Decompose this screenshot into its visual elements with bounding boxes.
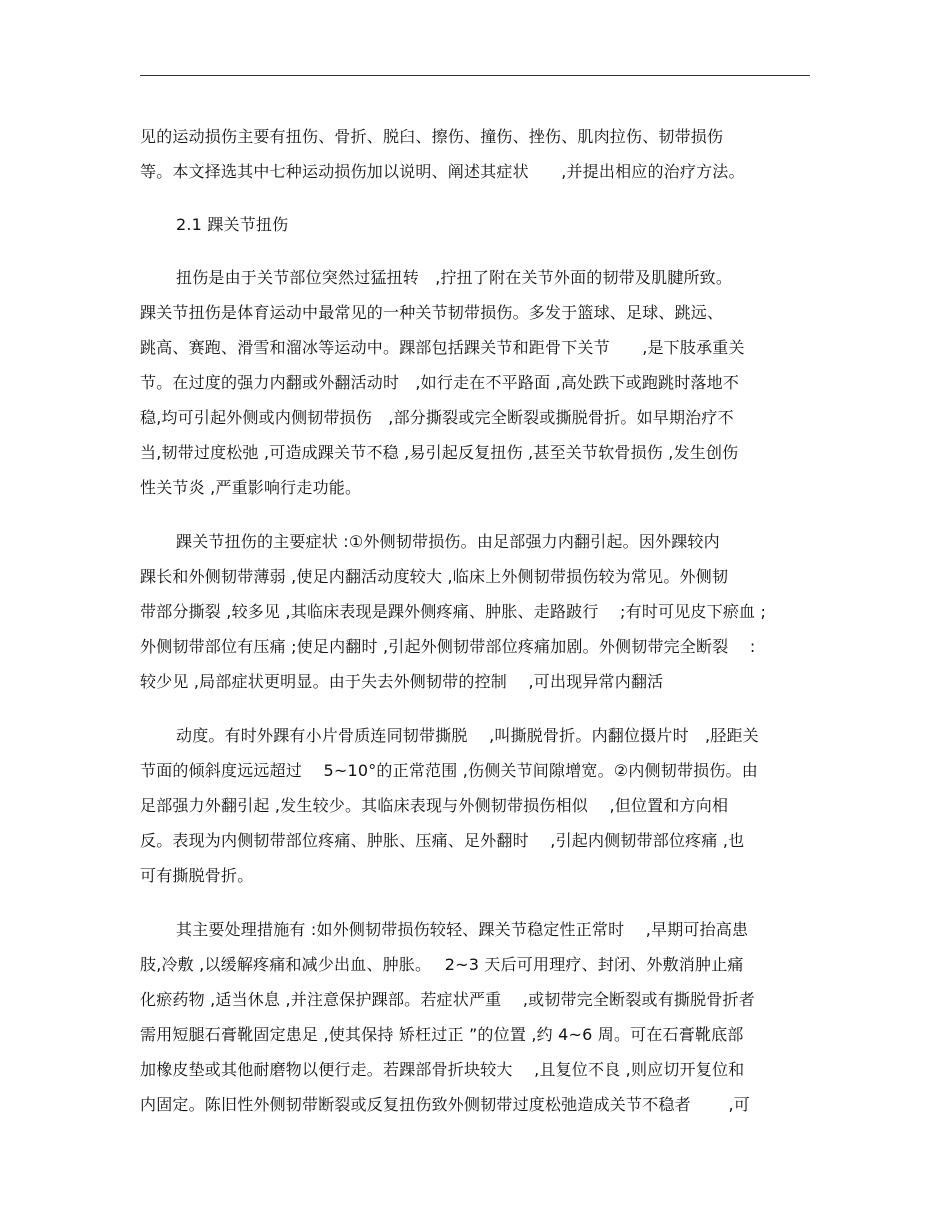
text-line: 性关节炎 ,严重影响行走功能。 [140, 478, 362, 497]
text-line: 当,韧带过度松弛 ,可造成踝关节不稳 ,易引起反复扭伤 ,甚至关节软骨损伤 ,发生创伤 [140, 443, 739, 462]
text-line: 节面的倾斜度远远超过 5~10°的正常范围 ,伤侧关节间隙增宽。②内侧韧带损伤。由 [140, 761, 758, 780]
text-line: 足部强力外翻引起 ,发生较少。其临床表现与外侧韧带损伤相似 ,但位置和方向相 [140, 796, 729, 815]
text-line: 动度。有时外踝有小片骨质连同韧带撕脱 ,叫撕脱骨折。内翻位摄片时 ,胫距关 [176, 726, 759, 745]
text-line: 踝关节扭伤的主要症状 :①外侧韧带损伤。由足部强力内翻引起。因外踝较内 [176, 532, 720, 551]
text-line: 较少见 ,局部症状更明显。由于失去外侧韧带的控制 ,可出现异常内翻活 [140, 672, 664, 691]
text-line: 加橡皮垫或其他耐磨物以便行走。若踝部骨折块较大 ,且复位不良 ,则应切开复位和 [140, 1060, 745, 1079]
text-line: 扭伤是由于关节部位突然过猛扭转 ,拧扭了附在关节外面的韧带及肌腱所致。 [176, 268, 733, 287]
text-line: 需用短腿石膏靴固定患足 ,使其保持 矫枉过正 ”的位置 ,约 4~6 周。可在石膏靴底部 [140, 1025, 744, 1044]
text-line: 可有撕脱骨折。 [140, 866, 254, 885]
text-line: 稳,均可引起外侧或内侧韧带损伤 ,部分撕裂或完全断裂或撕脱骨折。如早期治疗不 [140, 408, 734, 427]
text-line: 内固定。陈旧性外侧韧带断裂或反复扭伤致外侧韧带过度松弛造成关节不稳者 ,可 [140, 1095, 750, 1114]
text-line: 外侧韧带部位有压痛 ;使足内翻时 ,引起外侧韧带部位疼痛加剧。外侧韧带完全断裂 : [140, 637, 756, 656]
text-line: 见的运动损伤主要有扭伤、骨折、脱臼、擦伤、撞伤、挫伤、肌肉拉伤、韧带损伤 [140, 127, 724, 146]
text-line: 化瘀药物 ,适当休息 ,并注意保护踝部。若症状严重 ,或韧带完全断裂或有撕脱骨折者 [140, 990, 755, 1009]
text-line: 踝长和外侧韧带薄弱 ,使足内翻活动度较大 ,临床上外侧韧带损伤较为常见。外侧韧 [140, 567, 729, 586]
text-line: 等。本文择选其中七种运动损伤加以说明、阐述其症状 ,并提出相应的治疗方法。 [140, 162, 745, 181]
text-line: 踝关节扭伤是体育运动中最常见的一种关节韧带损伤。多发于篮球、足球、跳远、 [140, 303, 724, 322]
text-line: 跳高、赛跑、滑雪和溜冰等运动中。踝部包括踝关节和距骨下关节 ,是下肢承重关 [140, 338, 745, 357]
text-line: 其主要处理措施有 :如外侧韧带损伤较轻、踝关节稳定性正常时 ,早期可抬高患 [176, 920, 749, 939]
text-line: 节。在过度的强力内翻或外翻活动时 ,如行走在不平路面 ,高处跌下或跑跳时落地不 [140, 373, 740, 392]
header-rule [140, 75, 810, 76]
text-line: 带部分撕裂 ,较多见 ,其临床表现是踝外侧疼痛、肿胀、走路跛行 ;有时可见皮下瘀血 ; [140, 602, 767, 621]
text-line: 反。表现为内侧韧带部位疼痛、肿胀、压痛、足外翻时 ,引起内侧韧带部位疼痛 ,也 [140, 831, 745, 850]
text-line: 肢,冷敷 ,以缓解疼痛和减少出血、肿胀。 2~3 天后可用理疗、封闭、外敷消肿止痛 [140, 955, 744, 974]
section-heading: 2.1 踝关节扭伤 [176, 215, 289, 234]
